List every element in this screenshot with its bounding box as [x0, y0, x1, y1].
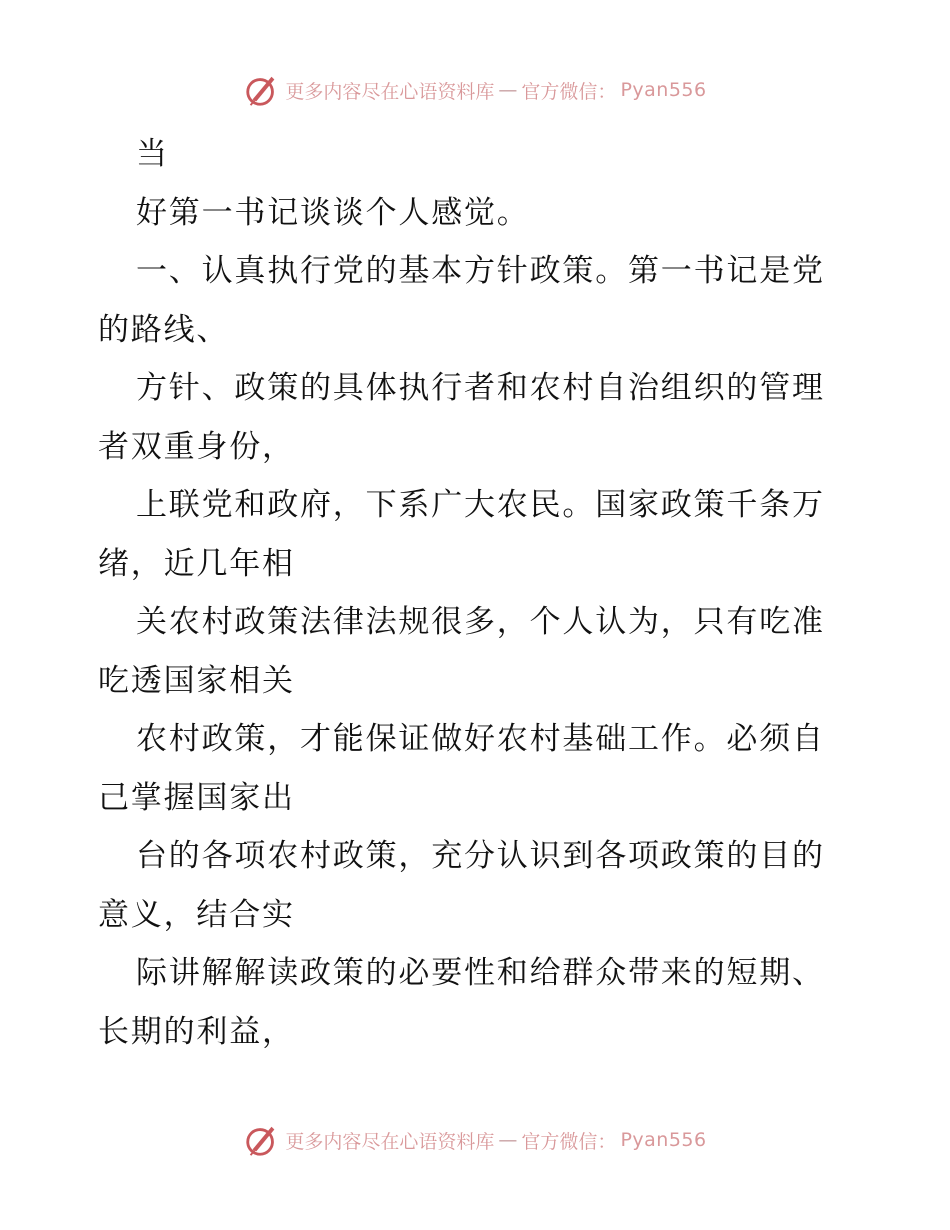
- text-line: 农村政策，才能保证做好农村基础工作。必须自: [136, 721, 825, 757]
- quill-logo-icon: [243, 1121, 281, 1159]
- text-line: 的路线、: [98, 311, 230, 348]
- watermark-wechat-label: 官方微信：: [521, 1130, 617, 1153]
- text-line: 上联党和政府，下系广大农民。国家政策千条万: [136, 487, 825, 523]
- header-watermark: [0, 70, 950, 110]
- text-line: 关农村政策法律法规很多，个人认为，只有吃准: [136, 604, 825, 640]
- watermark-separator: —: [498, 1129, 518, 1151]
- text-line: 意义，结合实: [98, 896, 295, 933]
- watermark-wechat-label: 官方微信：: [521, 80, 617, 103]
- text-line: 吃透国家相关: [98, 662, 295, 699]
- text-line: 当: [136, 136, 169, 172]
- text-line: 一、认真执行党的基本方针政策。第一书记是党: [136, 253, 825, 289]
- text-line: 者双重身份，: [98, 428, 295, 465]
- watermark-wechat-id: Pyan556: [620, 1129, 707, 1151]
- text-line: 台的各项农村政策，充分认识到各项政策的目的: [136, 838, 825, 874]
- text-line: 己掌握国家出: [98, 779, 295, 816]
- watermark-text: 更多内容尽在心语资料库: [285, 1130, 495, 1153]
- watermark-separator: —: [498, 79, 518, 101]
- watermark-wechat-id: Pyan556: [620, 79, 707, 101]
- watermark-text: 更多内容尽在心语资料库: [285, 80, 495, 103]
- quill-logo-icon: [243, 71, 281, 109]
- body-text: [98, 125, 858, 1061]
- text-line: 际讲解解读政策的必要性和给群众带来的短期、: [136, 955, 825, 991]
- text-line: 方针、政策的具体执行者和农村自治组织的管理: [136, 370, 825, 406]
- text-line: 好第一书记谈谈个人感觉。: [136, 194, 530, 231]
- text-line: 绪，近几年相: [98, 545, 295, 582]
- footer-watermark: [0, 1120, 950, 1160]
- text-line: 长期的利益，: [98, 1013, 295, 1050]
